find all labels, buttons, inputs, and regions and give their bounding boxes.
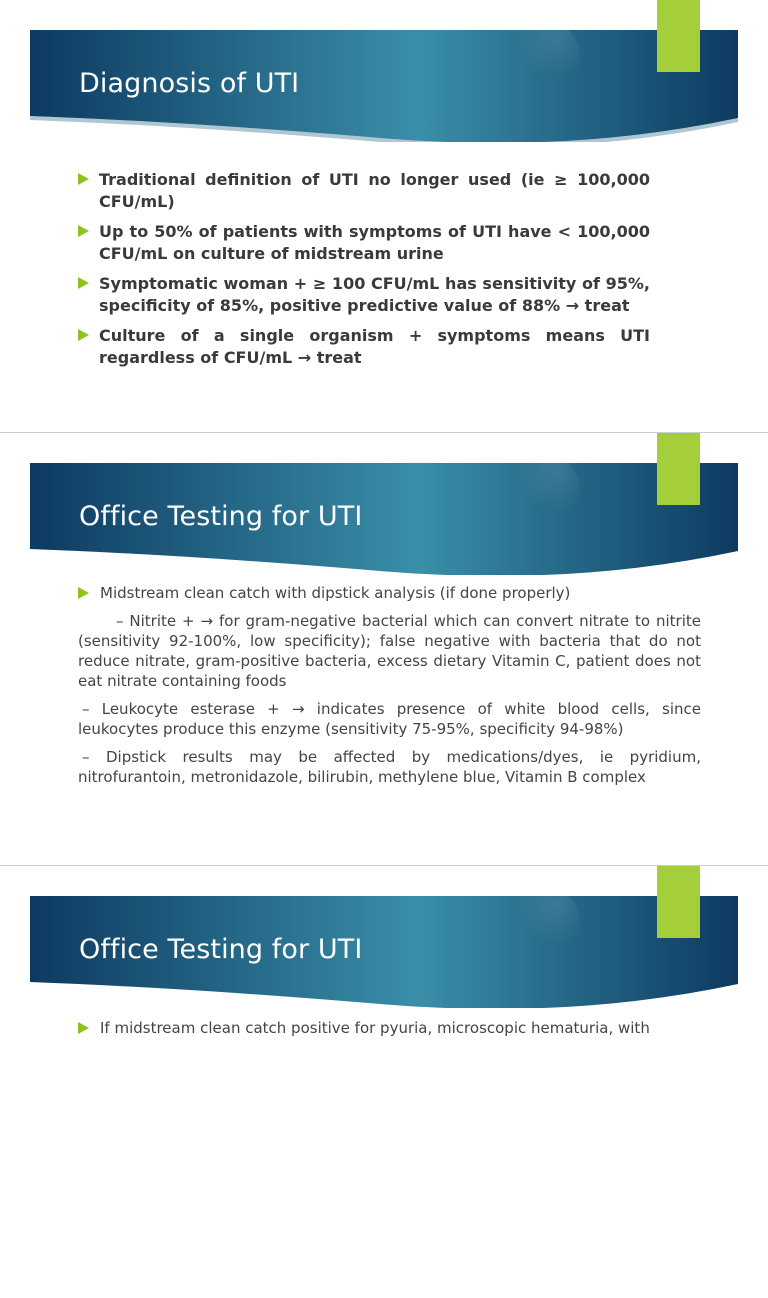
sub-item: – Nitrite + → for gram-negative bacterial which can convert nitrate to nitrite (sensitivity 92-100%, low specificity); false negative with bacteria that do not reduce nitrate, gram-positive bacteria, excess dietary Vitamin C, patient does not eat nitrate containing foods	[78, 612, 701, 690]
sub-item: – Dipstick results may be affected by medications/dyes, ie pyridium, nitrofurantoin, metronidazole, bilirubin, methylene blue, Vitamin B complex	[78, 748, 701, 786]
bullet-icon	[78, 329, 89, 341]
sub-item: – Leukocyte esterase + → indicates presence of white blood cells, since leukocytes produce this enzyme (sensitivity 75-95%, specificity 94-98%)	[78, 700, 701, 738]
accent-bar	[657, 866, 700, 938]
slide-title: Office Testing for UTI	[79, 501, 363, 532]
bullet-icon	[78, 225, 89, 237]
list-item: If midstream clean catch positive for pyuria, microscopic hematuria, with	[78, 1018, 701, 1038]
list-item: Midstream clean catch with dipstick analysis (if done properly)	[78, 583, 701, 603]
bullet-icon	[78, 277, 89, 289]
bullet-icon	[78, 173, 89, 185]
list-item: Culture of a single organism + symptoms means UTI regardless of CFU/mL → treat	[78, 325, 650, 369]
list-item: Up to 50% of patients with symptoms of UTI have < 100,000 CFU/mL on culture of midstream urine	[78, 221, 650, 265]
list-item: Traditional definition of UTI no longer used (ie ≥ 100,000 CFU/mL)	[78, 169, 650, 213]
accent-bar	[657, 0, 700, 72]
slide-3	[0, 866, 768, 1298]
slide-title: Diagnosis of UTI	[79, 68, 300, 99]
bullet-list	[78, 169, 650, 377]
list-item: Symptomatic woman + ≥ 100 CFU/mL has sensitivity of 95%, specificity of 85%, positive predictive value of 88% → treat	[78, 273, 650, 317]
bullet-icon	[78, 587, 89, 599]
accent-bar	[657, 433, 700, 505]
slide-body	[78, 583, 701, 795]
slide-2	[0, 433, 768, 865]
slide-body	[78, 1018, 701, 1038]
slide-title: Office Testing for UTI	[79, 934, 363, 965]
slide-1	[0, 0, 768, 432]
